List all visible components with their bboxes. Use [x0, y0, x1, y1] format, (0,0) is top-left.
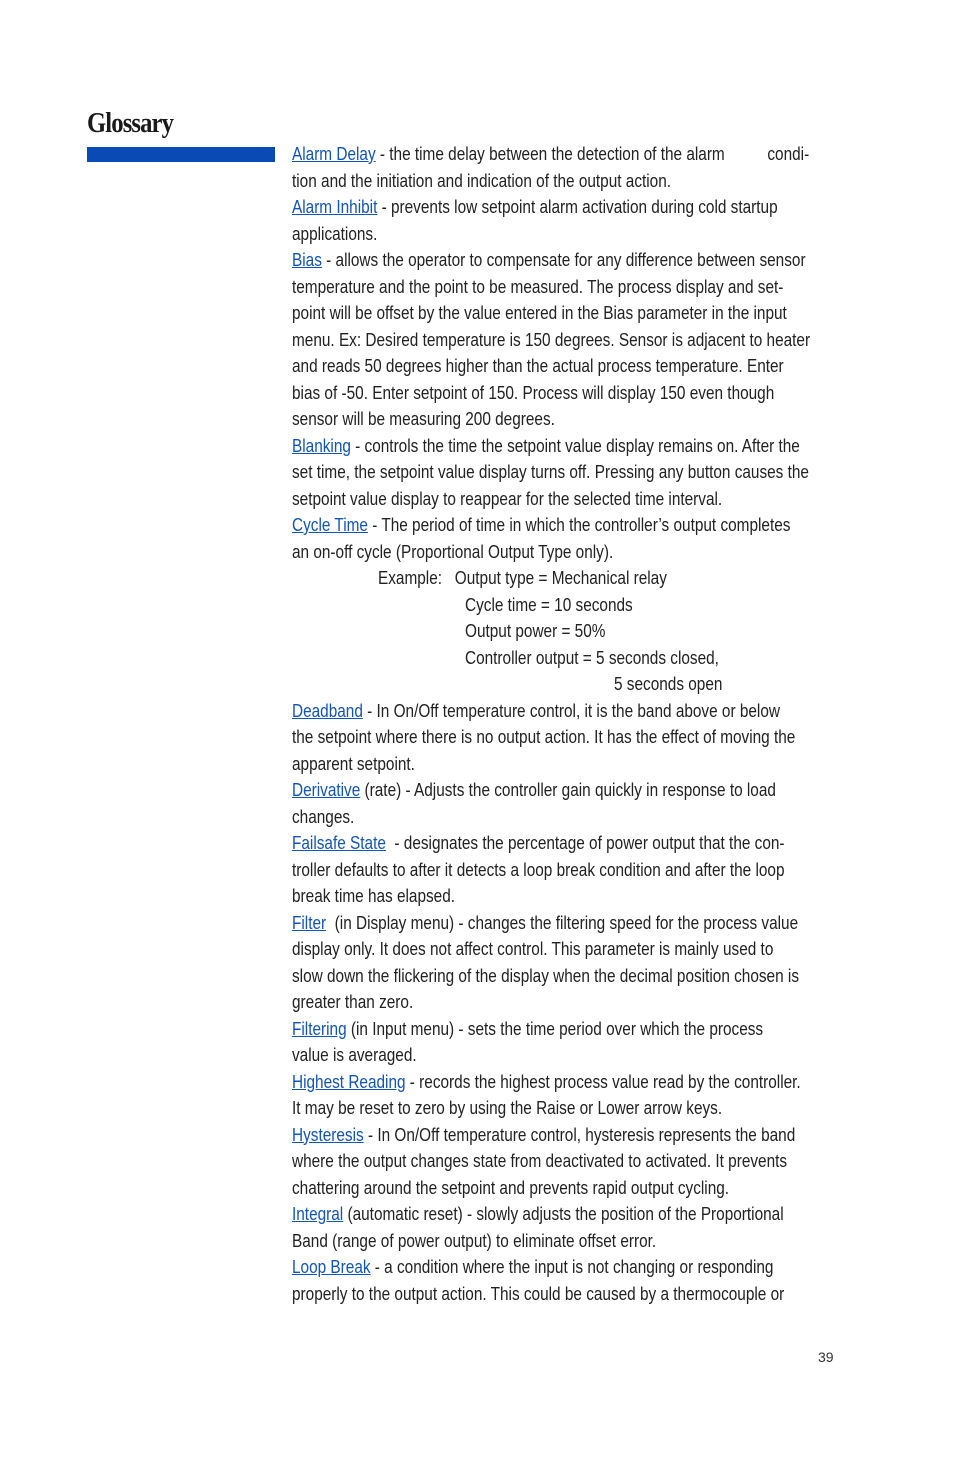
glossary-definition-text: value is averaged.: [292, 1044, 417, 1065]
glossary-text-line: [292, 724, 795, 751]
glossary-definition-text: - records the highest process value read by the controller.: [405, 1070, 801, 1092]
page-title: Glossary: [87, 108, 174, 139]
glossary-term-link[interactable]: Filtering: [292, 1017, 347, 1039]
glossary-definition-text: break time has elapsed.: [292, 885, 456, 906]
glossary-definition-text: apparent setpoint.: [292, 752, 415, 774]
glossary-definition-text: slow down the flickering of the display when the decimal position chosen is: [292, 964, 800, 986]
glossary-entry-line: [292, 141, 809, 168]
glossary-definition-text: - allows the operator to compensate for any difference between sensor: [321, 249, 806, 270]
glossary-entry-line: [292, 830, 785, 857]
glossary-text-line: [292, 486, 722, 513]
glossary-term-link[interactable]: Blanking: [292, 434, 351, 456]
glossary-definition-text: - designates the percentage of power output that the con-: [385, 832, 785, 853]
glossary-text-line: [292, 1228, 656, 1255]
glossary-text-line: [292, 963, 799, 990]
glossary-definition-text: - In On/Off temperature control, it is the band above or below: [362, 699, 780, 721]
glossary-definition-text: set time, the setpoint value display turns off. Pressing any button causes the: [292, 461, 809, 482]
glossary-entry-line: [292, 1122, 795, 1149]
glossary-entry-line: [292, 512, 790, 539]
glossary-definition-text: (in Input menu) - sets the time period over which the process: [346, 1017, 764, 1039]
glossary-term-link[interactable]: Failsafe State: [292, 832, 386, 853]
glossary-definition-text: point will be offset by the value entered in the Bias parameter in the input: [292, 302, 787, 323]
glossary-definition-text: - controls the time the setpoint value display remains on. After the: [350, 434, 800, 456]
glossary-definition-text: - prevents low setpoint alarm activation during cold startup: [377, 196, 778, 217]
glossary-text-line: [292, 353, 784, 380]
glossary-text-line: [292, 1148, 787, 1175]
glossary-term-link[interactable]: Filter: [292, 911, 327, 933]
glossary-definition-text: (rate) - Adjusts the controller gain quickly in response to load: [360, 779, 776, 800]
glossary-term-link[interactable]: Deadband: [292, 699, 363, 721]
glossary-text-line: [292, 1095, 722, 1122]
glossary-definition-text: applications.: [292, 222, 378, 244]
glossary-term-link[interactable]: Hysteresis: [292, 1123, 364, 1145]
glossary-text-line: [614, 671, 722, 698]
glossary-text-line: [292, 936, 773, 963]
glossary-text-line: [292, 883, 455, 910]
glossary-definition-text: the setpoint where there is no output action. It has the effect of moving the: [292, 726, 796, 747]
glossary-entry-line: [292, 433, 800, 460]
title-accent-bar: [87, 147, 275, 162]
glossary-entry-line: [292, 1016, 763, 1043]
glossary-definition-text: temperature and the point to be measured. The process display and set-: [292, 275, 784, 297]
glossary-text-line: [292, 804, 354, 831]
glossary-entry-line: [292, 777, 776, 804]
glossary-definition-text: - a condition where the input is not changing or responding: [370, 1256, 774, 1277]
glossary-text-line: [292, 406, 555, 433]
glossary-definition-text: sensor will be measuring 200 degrees.: [292, 408, 555, 429]
glossary-entry-line: [292, 1254, 773, 1281]
glossary-definition-text: Example: Output type = Mechanical relay: [378, 567, 667, 588]
glossary-definition-text: Output power = 50%: [465, 620, 606, 641]
glossary-entry-line: [292, 247, 806, 274]
glossary-text-line: [292, 221, 377, 248]
glossary-entry-line: [292, 1201, 784, 1228]
glossary-text-line: [292, 539, 613, 566]
glossary-definition-text: 5 seconds open: [614, 673, 723, 694]
glossary-definition-text: troller defaults to after it detects a loop break condition and after the loop: [292, 858, 785, 880]
glossary-entry-line: [292, 194, 778, 221]
glossary-term-link[interactable]: Integral: [292, 1203, 344, 1224]
glossary-term-link[interactable]: Alarm Inhibit: [292, 196, 378, 217]
glossary-definition-text: properly to the output action. This could be caused by a thermocouple or: [292, 1282, 785, 1304]
glossary-text-line: [292, 1042, 417, 1069]
glossary-text-line: [465, 592, 633, 619]
glossary-definition-text: - the time delay between the detection of the alarm condi-: [375, 143, 810, 164]
glossary-definition-text: tion and the initiation and indication of the output action.: [292, 169, 672, 191]
glossary-definition-text: setpoint value display to reappear for the selected time interval.: [292, 487, 723, 509]
glossary-definition-text: and reads 50 degrees higher than the actual process temperature. Enter: [292, 355, 784, 376]
glossary-text-line: [292, 168, 671, 195]
glossary-definition-text: where the output changes state from deactivated to activated. It prevents: [292, 1150, 788, 1171]
glossary-text-line: [378, 565, 667, 592]
glossary-text-line: [292, 327, 810, 354]
glossary-text-line: [292, 380, 774, 407]
glossary-definition-text: It may be reset to zero by using the Raise or Lower arrow keys.: [292, 1097, 723, 1118]
glossary-text-line: [292, 751, 415, 778]
glossary-text-line: [292, 1175, 729, 1202]
glossary-term-link[interactable]: Bias: [292, 249, 322, 270]
glossary-definition-text: Cycle time = 10 seconds: [465, 593, 633, 615]
glossary-entry-line: [292, 698, 780, 725]
glossary-text-line: [292, 989, 413, 1016]
glossary-text-line: [292, 857, 785, 884]
glossary-definition-text: bias of -50. Enter setpoint of 150. Process will display 150 even though: [292, 381, 775, 403]
glossary-text-line: [292, 1281, 784, 1308]
glossary-term-link[interactable]: Derivative: [292, 779, 361, 800]
glossary-definition-text: chattering around the setpoint and prevents rapid output cycling.: [292, 1176, 730, 1198]
glossary-definition-text: Band (range of power output) to eliminate offset error.: [292, 1229, 657, 1251]
glossary-definition-text: - In On/Off temperature control, hysteresis represents the band: [363, 1123, 796, 1145]
glossary-term-link[interactable]: Loop Break: [292, 1256, 371, 1277]
glossary-definition-text: menu. Ex: Desired temperature is 150 degrees. Sensor is adjacent to heater: [292, 328, 811, 350]
glossary-text-line: [292, 274, 783, 301]
glossary-definition-text: greater than zero.: [292, 991, 414, 1012]
glossary-definition-text: (automatic reset) - slowly adjusts the position of the Proportional: [343, 1203, 784, 1224]
glossary-entry-line: [292, 910, 798, 937]
glossary-definition-text: Controller output = 5 seconds closed,: [465, 646, 719, 668]
glossary-definition-text: - The period of time in which the controller’s output completes: [367, 514, 791, 535]
glossary-text-line: [465, 645, 719, 672]
glossary-definition-text: changes.: [292, 805, 355, 827]
glossary-term-link[interactable]: Highest Reading: [292, 1070, 406, 1092]
glossary-definition-text: display only. It does not affect control. This parameter is mainly used to: [292, 938, 774, 959]
glossary-entry-line: [292, 1069, 801, 1096]
glossary-text-line: [465, 618, 605, 645]
glossary-text-line: [292, 459, 809, 486]
glossary-term-link[interactable]: Alarm Delay: [292, 143, 376, 164]
page-number: 39: [818, 1349, 834, 1365]
glossary-term-link[interactable]: Cycle Time: [292, 514, 368, 535]
glossary-definition-text: an on-off cycle (Proportional Output Type only).: [292, 540, 614, 562]
glossary-definition-text: (in Display menu) - changes the filtering speed for the process value: [326, 911, 799, 933]
glossary-text-line: [292, 300, 787, 327]
